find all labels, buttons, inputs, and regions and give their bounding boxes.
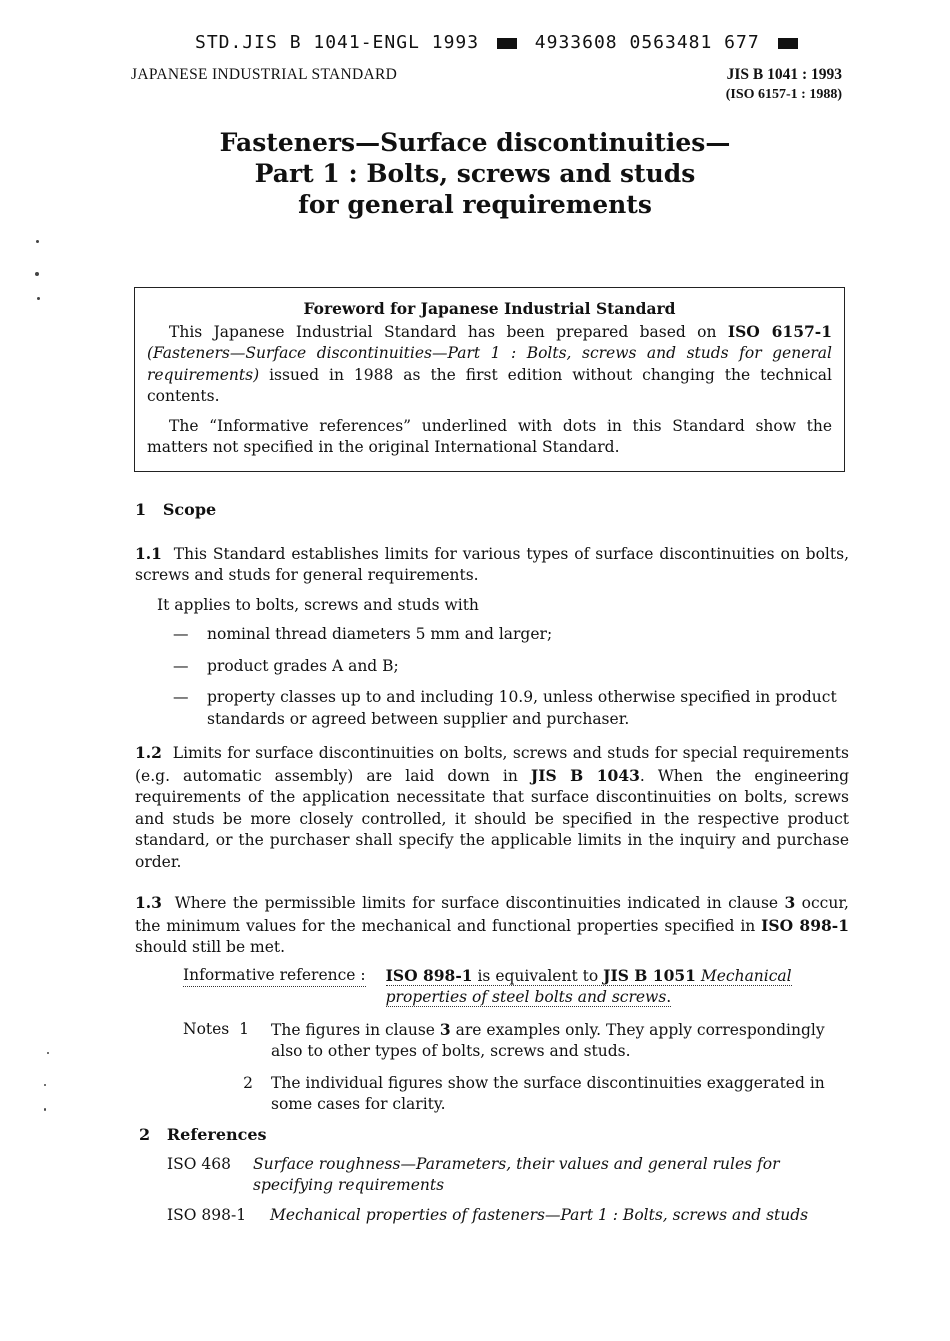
title-line-1: Fasteners—Surface discontinuities—: [219, 128, 731, 157]
document-title: [0, 127, 950, 220]
scan-header-line: [195, 32, 804, 53]
iso-number: (ISO 6157-1 : 1988): [725, 87, 842, 102]
barcode-block-icon: [778, 38, 798, 49]
informative-reference: [135, 965, 849, 1009]
scan-speck: [35, 272, 39, 276]
scan-speck: [47, 1052, 49, 1054]
title-line-3: for general requirements: [298, 190, 652, 219]
foreword-paragraph-1: This Japanese Industrial Standard has been prepared based on ISO 6157-1 (Fasteners—Surface discontinuities—Part 1 : Bolts, screws and studs for general requirements) issued in 1988 as the first edition without changing the technical contents.: [147, 321, 832, 405]
section-1-heading: 1 Scope: [135, 500, 217, 519]
barcode-numbers: 4933608 0563481 677: [534, 32, 760, 53]
clause-1-3: 1.3 Where the permissible limits for surface discontinuities indicated in clause 3 occur, the minimum values for the mechanical and functional properties specified in ISO 898-1 should still be met.: [135, 893, 849, 956]
scope-dash-list: [135, 624, 849, 730]
foreword-paragraph-2: The “Informative references” underlined with dots in this Standard show the matters not specified in the original International Standard.: [147, 416, 832, 456]
clause-1-1-applies: It applies to bolts, screws and studs with: [157, 595, 479, 614]
list-item: ISO 468 Surface roughness—Parameters, their values and general rules for specifying requirements: [167, 1154, 780, 1194]
note-1: Notes 1 The figures in clause 3 are examples only. They apply correspondingly also to other types of bolts, screws and studs.: [183, 1019, 825, 1060]
standard-number-block: [726, 66, 842, 103]
std-code: STD.JIS B 1041-ENGL 1993: [195, 32, 480, 53]
foreword-box: [134, 287, 845, 472]
informative-reference-label: Informative reference :: [183, 965, 366, 988]
scan-speck: [36, 240, 39, 243]
clause-1-1: 1.1 This Standard establishes limits for various types of surface discontinuities on bolts, screws and studs for general requirements.: [135, 543, 850, 584]
scan-speck: [44, 1084, 46, 1086]
jis-number: JIS B 1041 : 1993: [726, 66, 842, 83]
list-item: — product grades A and B;: [173, 656, 399, 675]
list-item: — property classes up to and including 10.9, unless otherwise specified in product standards or agreed between supplier and purchaser.: [173, 688, 837, 728]
list-item: — nominal thread diameters 5 mm and larger;: [173, 625, 553, 643]
scan-speck: [37, 297, 40, 300]
clause-1-2: 1.2 Limits for surface discontinuities on bolts, screws and studs for special requirements (e.g. automatic assembly) are laid down in JIS B 1043. When the engineering requirements of the application necessitate that surface discontinuities on bolts, screws and studs be more closely controlled, it should be specified in the respective product standard, or the purchaser shall specify the applicable limits in the inquiry and purchase order.: [135, 743, 850, 871]
foreword-heading: Foreword for Japanese Industrial Standard: [303, 299, 676, 318]
title-line-2: Part 1 : Bolts, screws and studs: [254, 159, 696, 188]
notes-block: [135, 1019, 849, 1116]
list-item: ISO 898-1 Mechanical properties of fasteners—Part 1 : Bolts, screws and studs: [167, 1205, 809, 1224]
barcode-block-icon: [497, 38, 517, 49]
section-1: [135, 499, 849, 1116]
section-2-heading: 2 References: [139, 1125, 267, 1144]
references-list: [139, 1154, 851, 1227]
standard-type-label: JAPANESE INDUSTRIAL STANDARD: [131, 66, 398, 83]
informative-reference-text: ISO 898-1 is equivalent to JIS B 1051 Mechanical properties of steel bolts and screws.: [385, 965, 792, 1006]
scan-speck: [44, 1108, 46, 1111]
note-2: 2 The individual figures show the surface discontinuities exaggerated in some cases for clarity.: [243, 1073, 825, 1113]
section-2: [139, 1124, 851, 1226]
